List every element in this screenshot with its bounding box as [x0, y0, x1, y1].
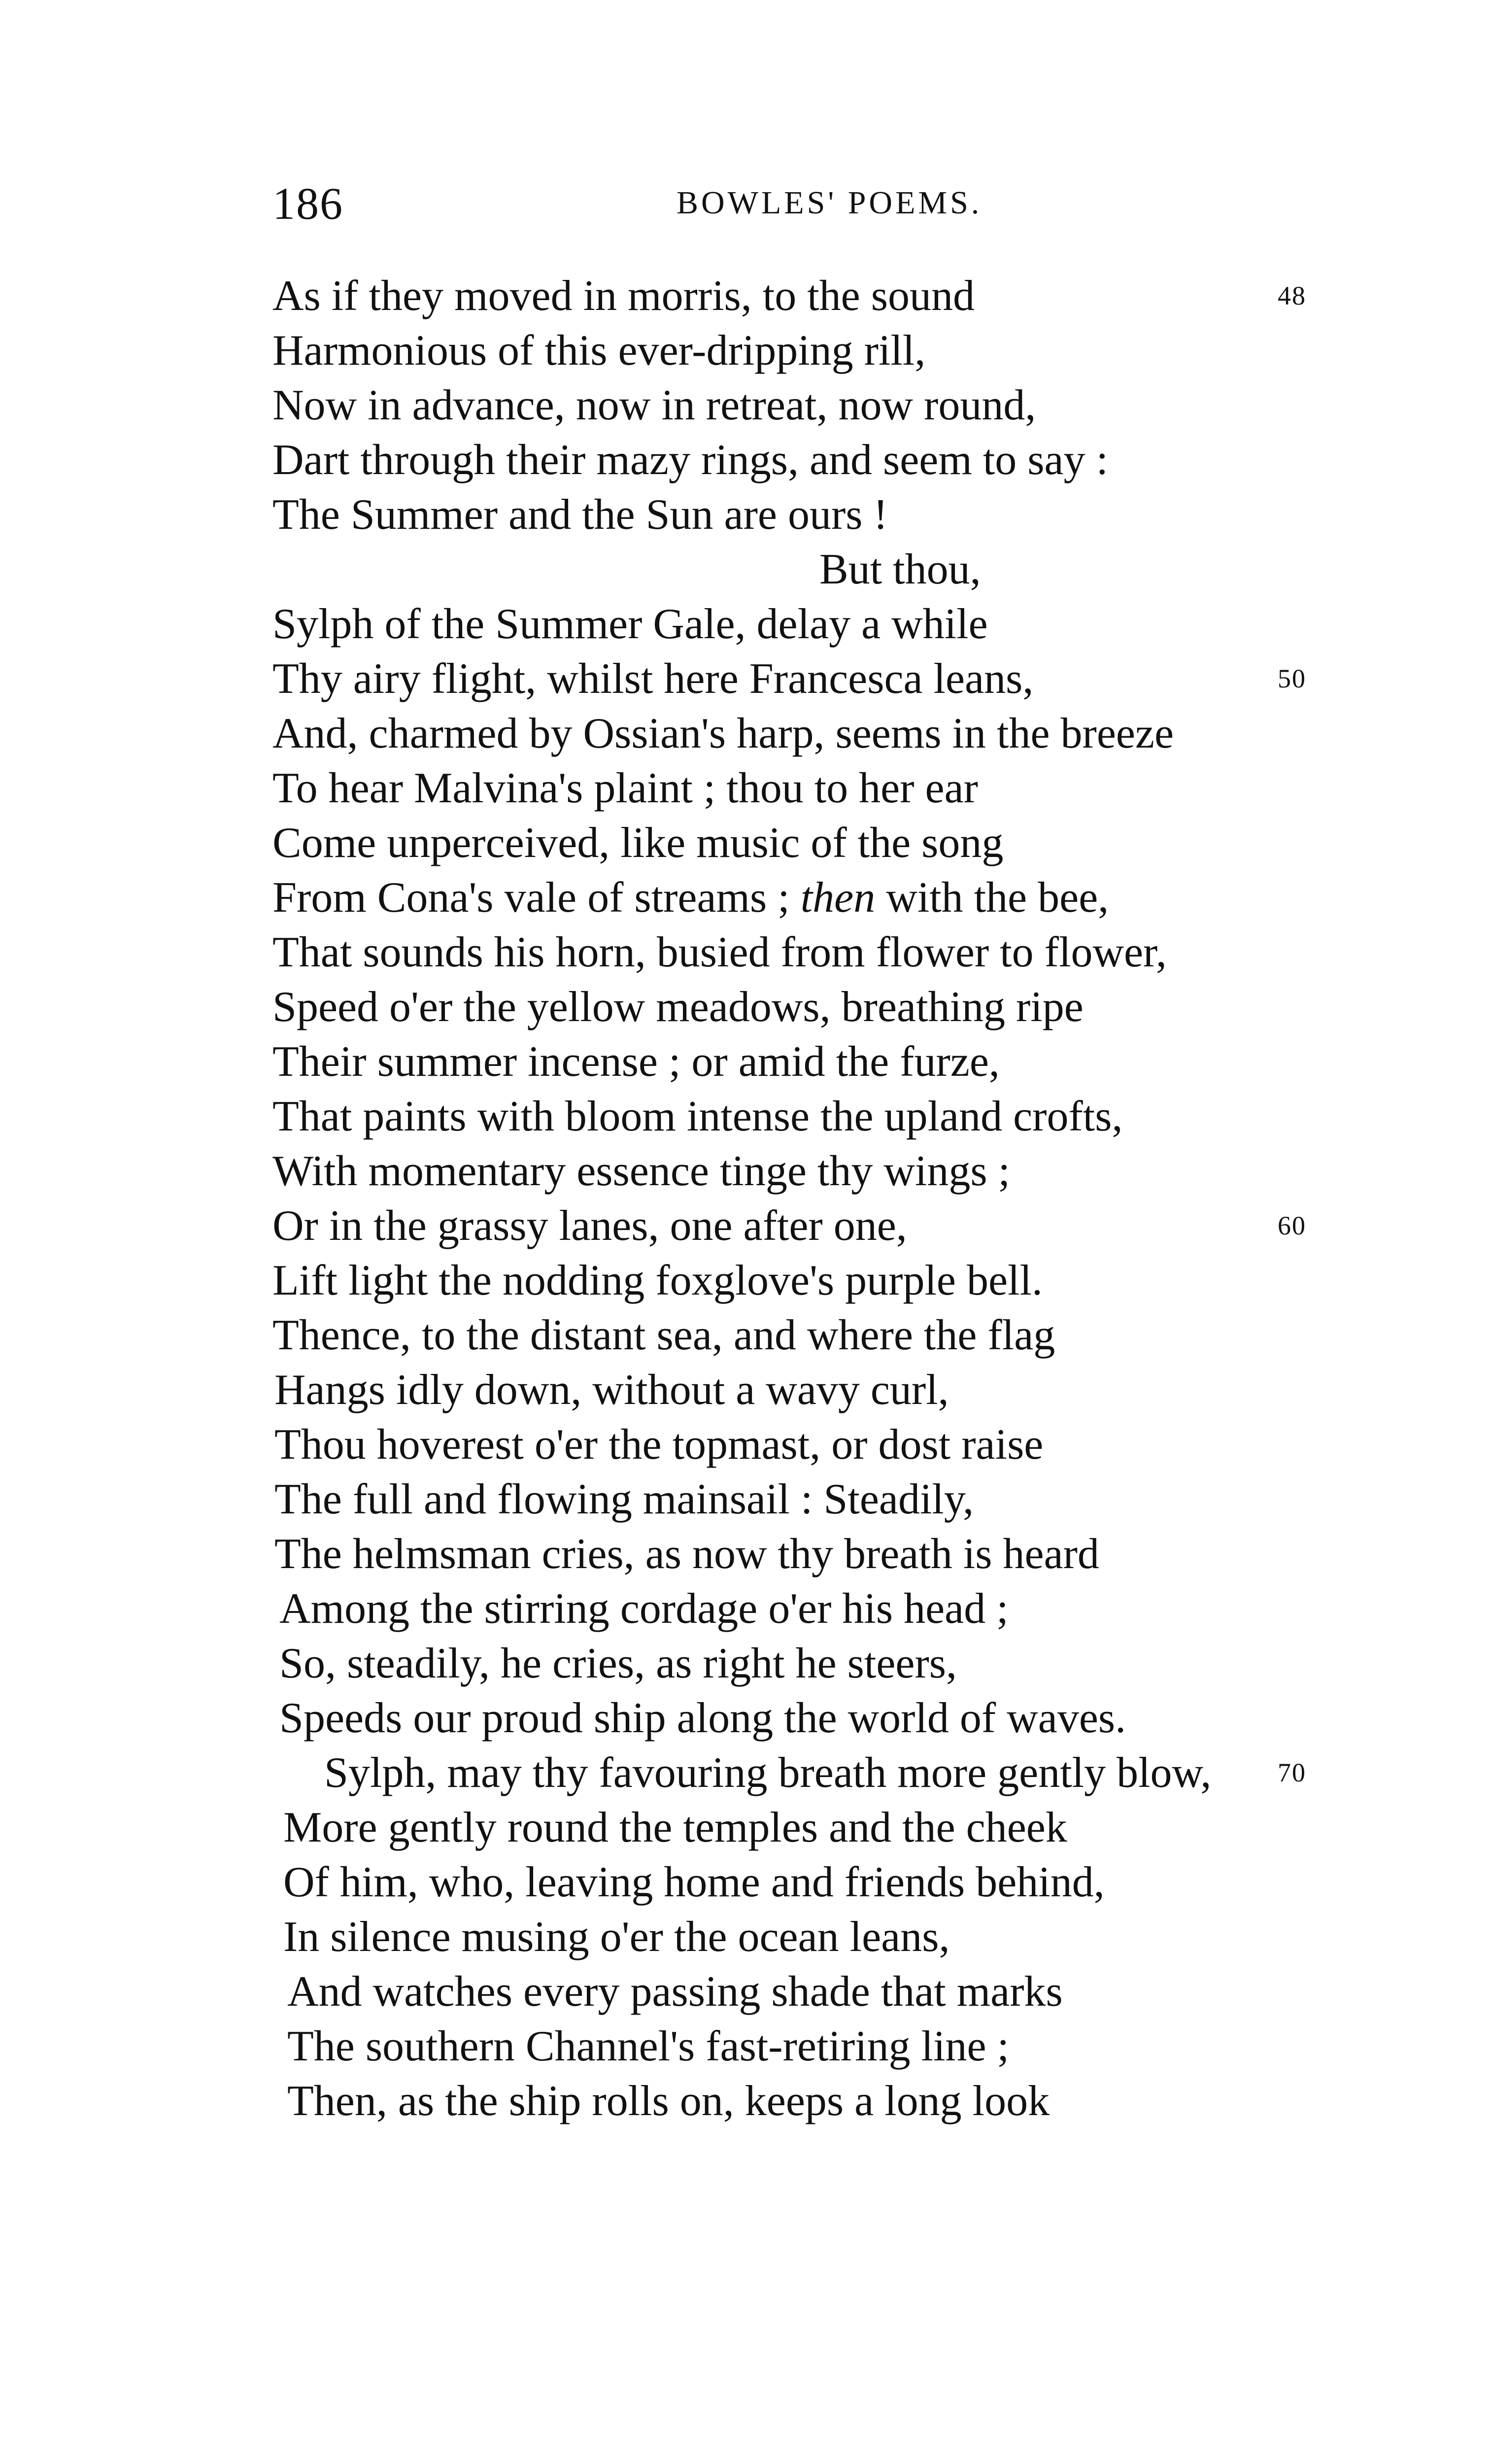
poem-line: Speeds our proud ship along the world of waves. — [279, 1694, 1126, 1742]
poem-line: So, steadily, he cries, as right he steers, — [279, 1640, 957, 1687]
poem-line: That paints with bloom intense the upland crofts, — [272, 1093, 1123, 1140]
poem-line: Thou hoverest o'er the topmast, or dost raise — [274, 1421, 1044, 1469]
running-head: BOWLES' POEMS. — [677, 185, 983, 221]
poem-line: Dart through their mazy rings, and seem to say : — [272, 436, 1109, 484]
poem-line: Lift light the nodding foxglove's purple bell. — [272, 1257, 1043, 1304]
poem-line: Hangs idly down, without a wavy curl, — [274, 1366, 949, 1414]
poem-line: In silence musing o'er the ocean leans, — [283, 1913, 950, 1961]
line-number: 50 — [1278, 664, 1306, 693]
poem-line: Speed o'er the yellow meadows, breathing ripe — [272, 983, 1084, 1031]
poem-line: More gently round the temples and the cheek — [283, 1804, 1067, 1851]
poem-line: Thence, to the distant sea, and where the flag — [272, 1311, 1055, 1359]
poem-line: And, charmed by Ossian's harp, seems in the breeze — [272, 710, 1174, 757]
poem-line: As if they moved in morris, to the sound 48 — [272, 269, 1332, 323]
poem-line: Now in advance, now in retreat, now round, — [272, 381, 1036, 429]
poem-line: Come unperceived, like music of the song — [272, 819, 1004, 867]
poem-line: But thou, — [819, 546, 981, 593]
poem-line: Of him, who, leaving home and friends behind, — [283, 1858, 1105, 1906]
poem-line: To hear Malvina's plaint ; thou to her ear — [272, 764, 978, 812]
page-number: 186 — [272, 178, 343, 229]
poem-line: Sylph, may thy favouring breath more gently blow, 70 — [272, 1745, 1332, 1800]
poem-line: Thy airy flight, whilst here Francesca leans, 50 — [272, 651, 1332, 706]
poem-line: From Cona's vale of streams ; then with the bee, — [272, 874, 1109, 922]
line-number: 70 — [1278, 1758, 1306, 1787]
poem-text — [272, 269, 1332, 2128]
poem-line: Among the stirring cordage o'er his head ; — [279, 1585, 1009, 1633]
poem-line: Or in the grassy lanes, one after one, 60 — [272, 1198, 1332, 1253]
poem-line: The helmsman cries, as now thy breath is heard — [274, 1530, 1099, 1578]
poem-line: The southern Channel's fast-retiring line ; — [287, 2022, 1010, 2070]
poem-line: Sylph of the Summer Gale, delay a while — [272, 600, 988, 648]
poem-line: Their summer incense ; or amid the furze, — [272, 1038, 1000, 1086]
poem-line: That sounds his horn, busied from flower to flower, — [272, 928, 1167, 976]
poem-line: And watches every passing shade that marks — [287, 1968, 1063, 2016]
line-number: 48 — [1278, 281, 1306, 310]
poem-line: The Summer and the Sun are ours ! — [272, 491, 888, 539]
poem-line: With momentary essence tinge thy wings ; — [272, 1147, 1011, 1195]
line-number: 60 — [1278, 1211, 1306, 1240]
page-header — [272, 177, 1248, 237]
poem-line: Then, as the ship rolls on, keeps a long look — [287, 2077, 1050, 2125]
italic-word: then — [800, 874, 876, 922]
poem-line: Harmonious of this ever-dripping rill, — [272, 327, 926, 375]
poem-line: The full and flowing mainsail : Steadily, — [274, 1475, 974, 1523]
